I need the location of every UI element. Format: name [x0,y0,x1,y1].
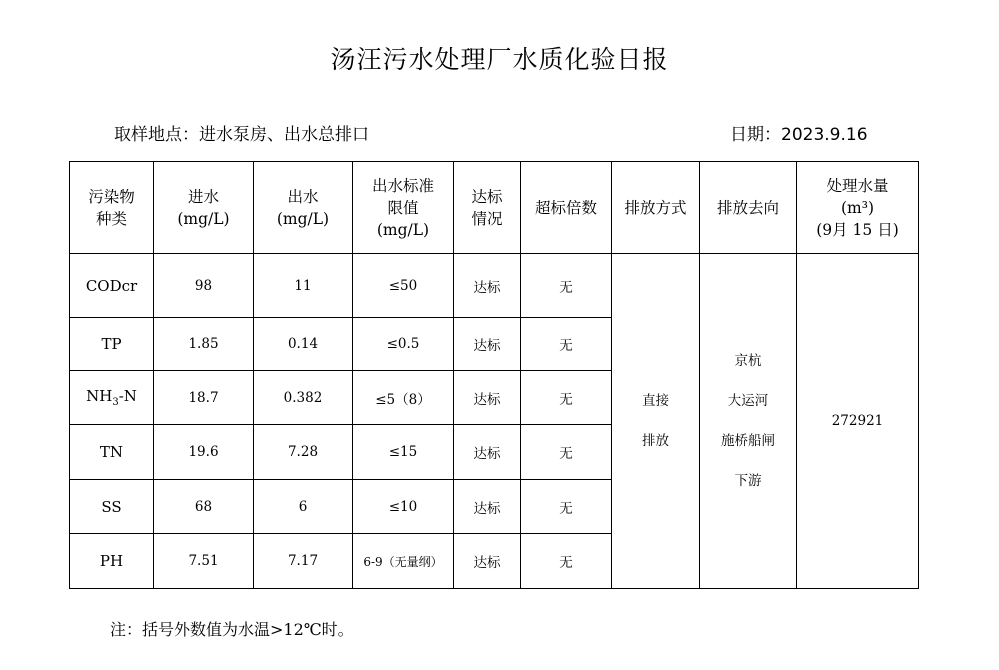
header-outflow: 出水 (mg/L) [254,162,353,254]
status-cell: 达标 [454,425,521,480]
exceed-cell: 无 [521,318,612,371]
header-exceed: 超标倍数 [521,162,612,254]
limit-cell: ≤50 [353,254,454,318]
outflow-cell: 0.14 [254,318,353,371]
sampling-location: 取样地点：进水泵房、出水总排口 [114,125,369,145]
report-date: 日期：2023.9.16 [730,125,868,145]
exceed-cell: 无 [521,425,612,480]
inflow-cell: 98 [154,254,254,318]
limit-cell: ≤15 [353,425,454,480]
treated-volume-cell: 272921 [797,254,919,589]
limit-cell: ≤10 [353,480,454,534]
header-method: 排放方式 [612,162,700,254]
header-destination: 排放去向 [700,162,797,254]
exceed-cell: 无 [521,254,612,318]
param-cell: CODcr [70,254,154,318]
outflow-cell: 7.28 [254,425,353,480]
inflow-cell: 1.85 [154,318,254,371]
param-cell: SS [70,480,154,534]
status-cell: 达标 [454,254,521,318]
table-header-row [70,162,919,254]
limit-cell: ≤0.5 [353,318,454,371]
param-cell: PH [70,534,154,589]
exceed-cell: 无 [521,480,612,534]
discharge-destination-cell: 京杭 大运河 施桥船闸 下游 [700,254,797,589]
inflow-cell: 7.51 [154,534,254,589]
header-pollutant-type: 污染物 种类 [70,162,154,254]
table-row [70,254,919,318]
status-cell: 达标 [454,318,521,371]
status-cell: 达标 [454,480,521,534]
header-status: 达标 情况 [454,162,521,254]
outflow-cell: 7.17 [254,534,353,589]
param-cell: TP [70,318,154,371]
inflow-cell: 19.6 [154,425,254,480]
report-title: 汤汪污水处理厂水质化验日报 [330,45,669,74]
outflow-cell: 0.382 [254,371,353,425]
outflow-cell: 6 [254,480,353,534]
limit-cell: 6-9（无量纲） [353,534,454,589]
exceed-cell: 无 [521,371,612,425]
footnote: 注：括号外数值为水温>12℃时。 [110,620,354,639]
inflow-cell: 68 [154,480,254,534]
water-quality-table [69,161,919,589]
outflow-cell: 11 [254,254,353,318]
header-inflow: 进水 (mg/L) [154,162,254,254]
exceed-cell: 无 [521,534,612,589]
status-cell: 达标 [454,371,521,425]
param-cell: $NH_3-N$ [70,371,154,425]
inflow-cell: 18.7 [154,371,254,425]
discharge-method-cell: 直接 排放 [612,254,700,589]
limit-cell: ≤5（8） [353,371,454,425]
param-cell: TN [70,425,154,480]
header-limit: 出水标准 限值 (mg/L) [353,162,454,254]
status-cell: 达标 [454,534,521,589]
header-volume: 处理水量 (m³) (9月 15 日) [797,162,919,254]
